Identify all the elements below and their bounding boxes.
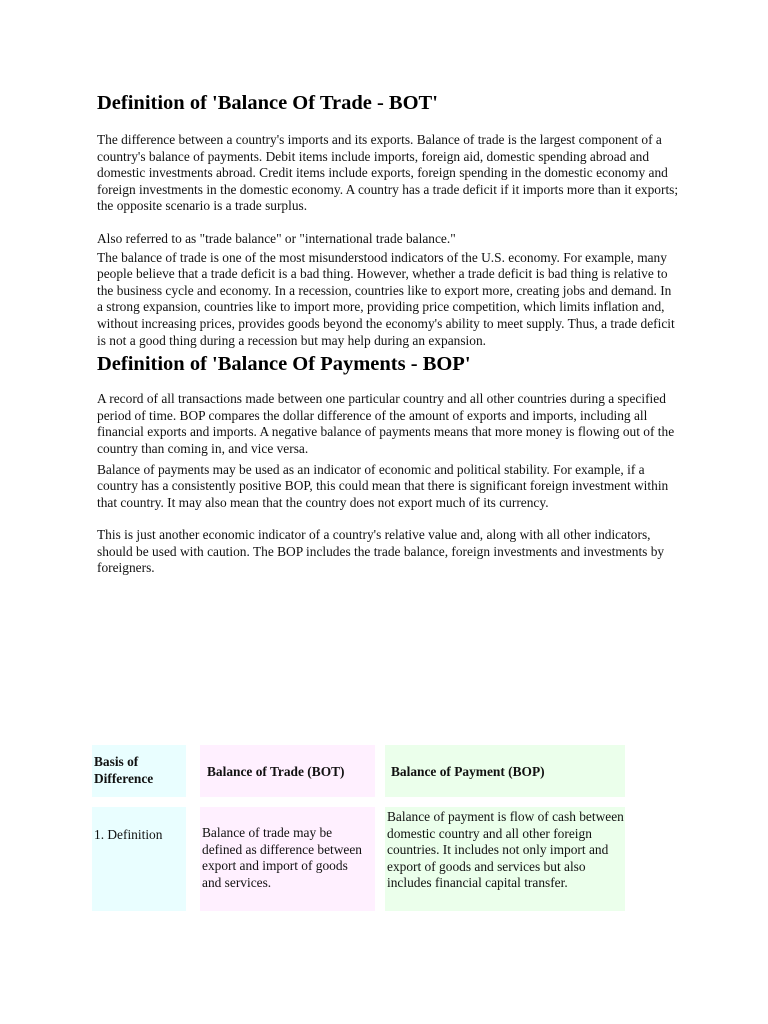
bop-definition-paragraph: A record of all transactions made between one particular country and all other countries during a specified period of time. BOP compares the dollar difference of the amount of exports and imports, including all financial exports and imports. A negative balance of payments means that more money is flowing out of the country than coming in, and vice versa. bbox=[97, 391, 675, 456]
bot-also-referred-paragraph: Also referred to as "trade balance" or "international trade balance." bbox=[97, 230, 456, 246]
table-header-basis: Basis of Difference bbox=[92, 745, 186, 797]
article-body bbox=[97, 88, 679, 577]
table-header-bot: Balance of Trade (BOT) bbox=[200, 745, 375, 797]
table-header-bop: Balance of Payment (BOP) bbox=[385, 745, 625, 797]
bop-heading: Definition of 'Balance Of Payments - BOP' bbox=[97, 353, 471, 376]
bot-explanation-paragraph: The balance of trade is one of the most misunderstood indicators of the U.S. economy. For example, many people believe that a trade deficit is a bad thing. However, whether a trade deficit is bad thing is relative to the business cycle and economy. In a recession, countries like to export more, creating jobs and demand. In a strong expansion, countries like to import more, providing price competition, which limits inflation and, without increasing prices, provides goods beyond the economy's ability to meet supply. Thus, a trade deficit is not a good thing during a recession but may help during an expansion. bbox=[97, 249, 675, 348]
bot-definition-paragraph: The difference between a country's imports and its exports. Balance of trade is the largest component of a country's balance of payments. Debit items include imports, foreign aid, domestic spending abroad and domestic investments abroad. Credit items include exports, foreign spending in the domestic economy and foreign investments in the domestic economy. A country has a trade deficit if it imports more than it exports; the opposite scenario is a trade surplus. bbox=[97, 132, 679, 214]
bop-other-indicator-paragraph: This is just another economic indicator of a country's relative value and, along with all other indicators, should be used with caution. The BOP includes the trade balance, foreign investments and investments by foreigners. bbox=[97, 527, 665, 576]
bop-indicator-paragraph: Balance of payments may be used as an indicator of economic and political stability. For example, if a country has a consistently positive BOP, this could mean that there is significant foreign investment within that country. It may also mean that the country does not export much of its currency. bbox=[97, 461, 669, 510]
table-cell-bot: Balance of trade may be defined as difference between export and import of goods and services. bbox=[200, 807, 375, 911]
bot-heading: Definition of 'Balance Of Trade - BOT' bbox=[97, 92, 438, 114]
table-cell-basis: 1. Definition bbox=[92, 807, 186, 911]
table-cell-bop: Balance of payment is flow of cash between domestic country and all other foreign countries. It includes not only import and export of goods and services but also includes financial capital transfer. bbox=[385, 807, 625, 911]
